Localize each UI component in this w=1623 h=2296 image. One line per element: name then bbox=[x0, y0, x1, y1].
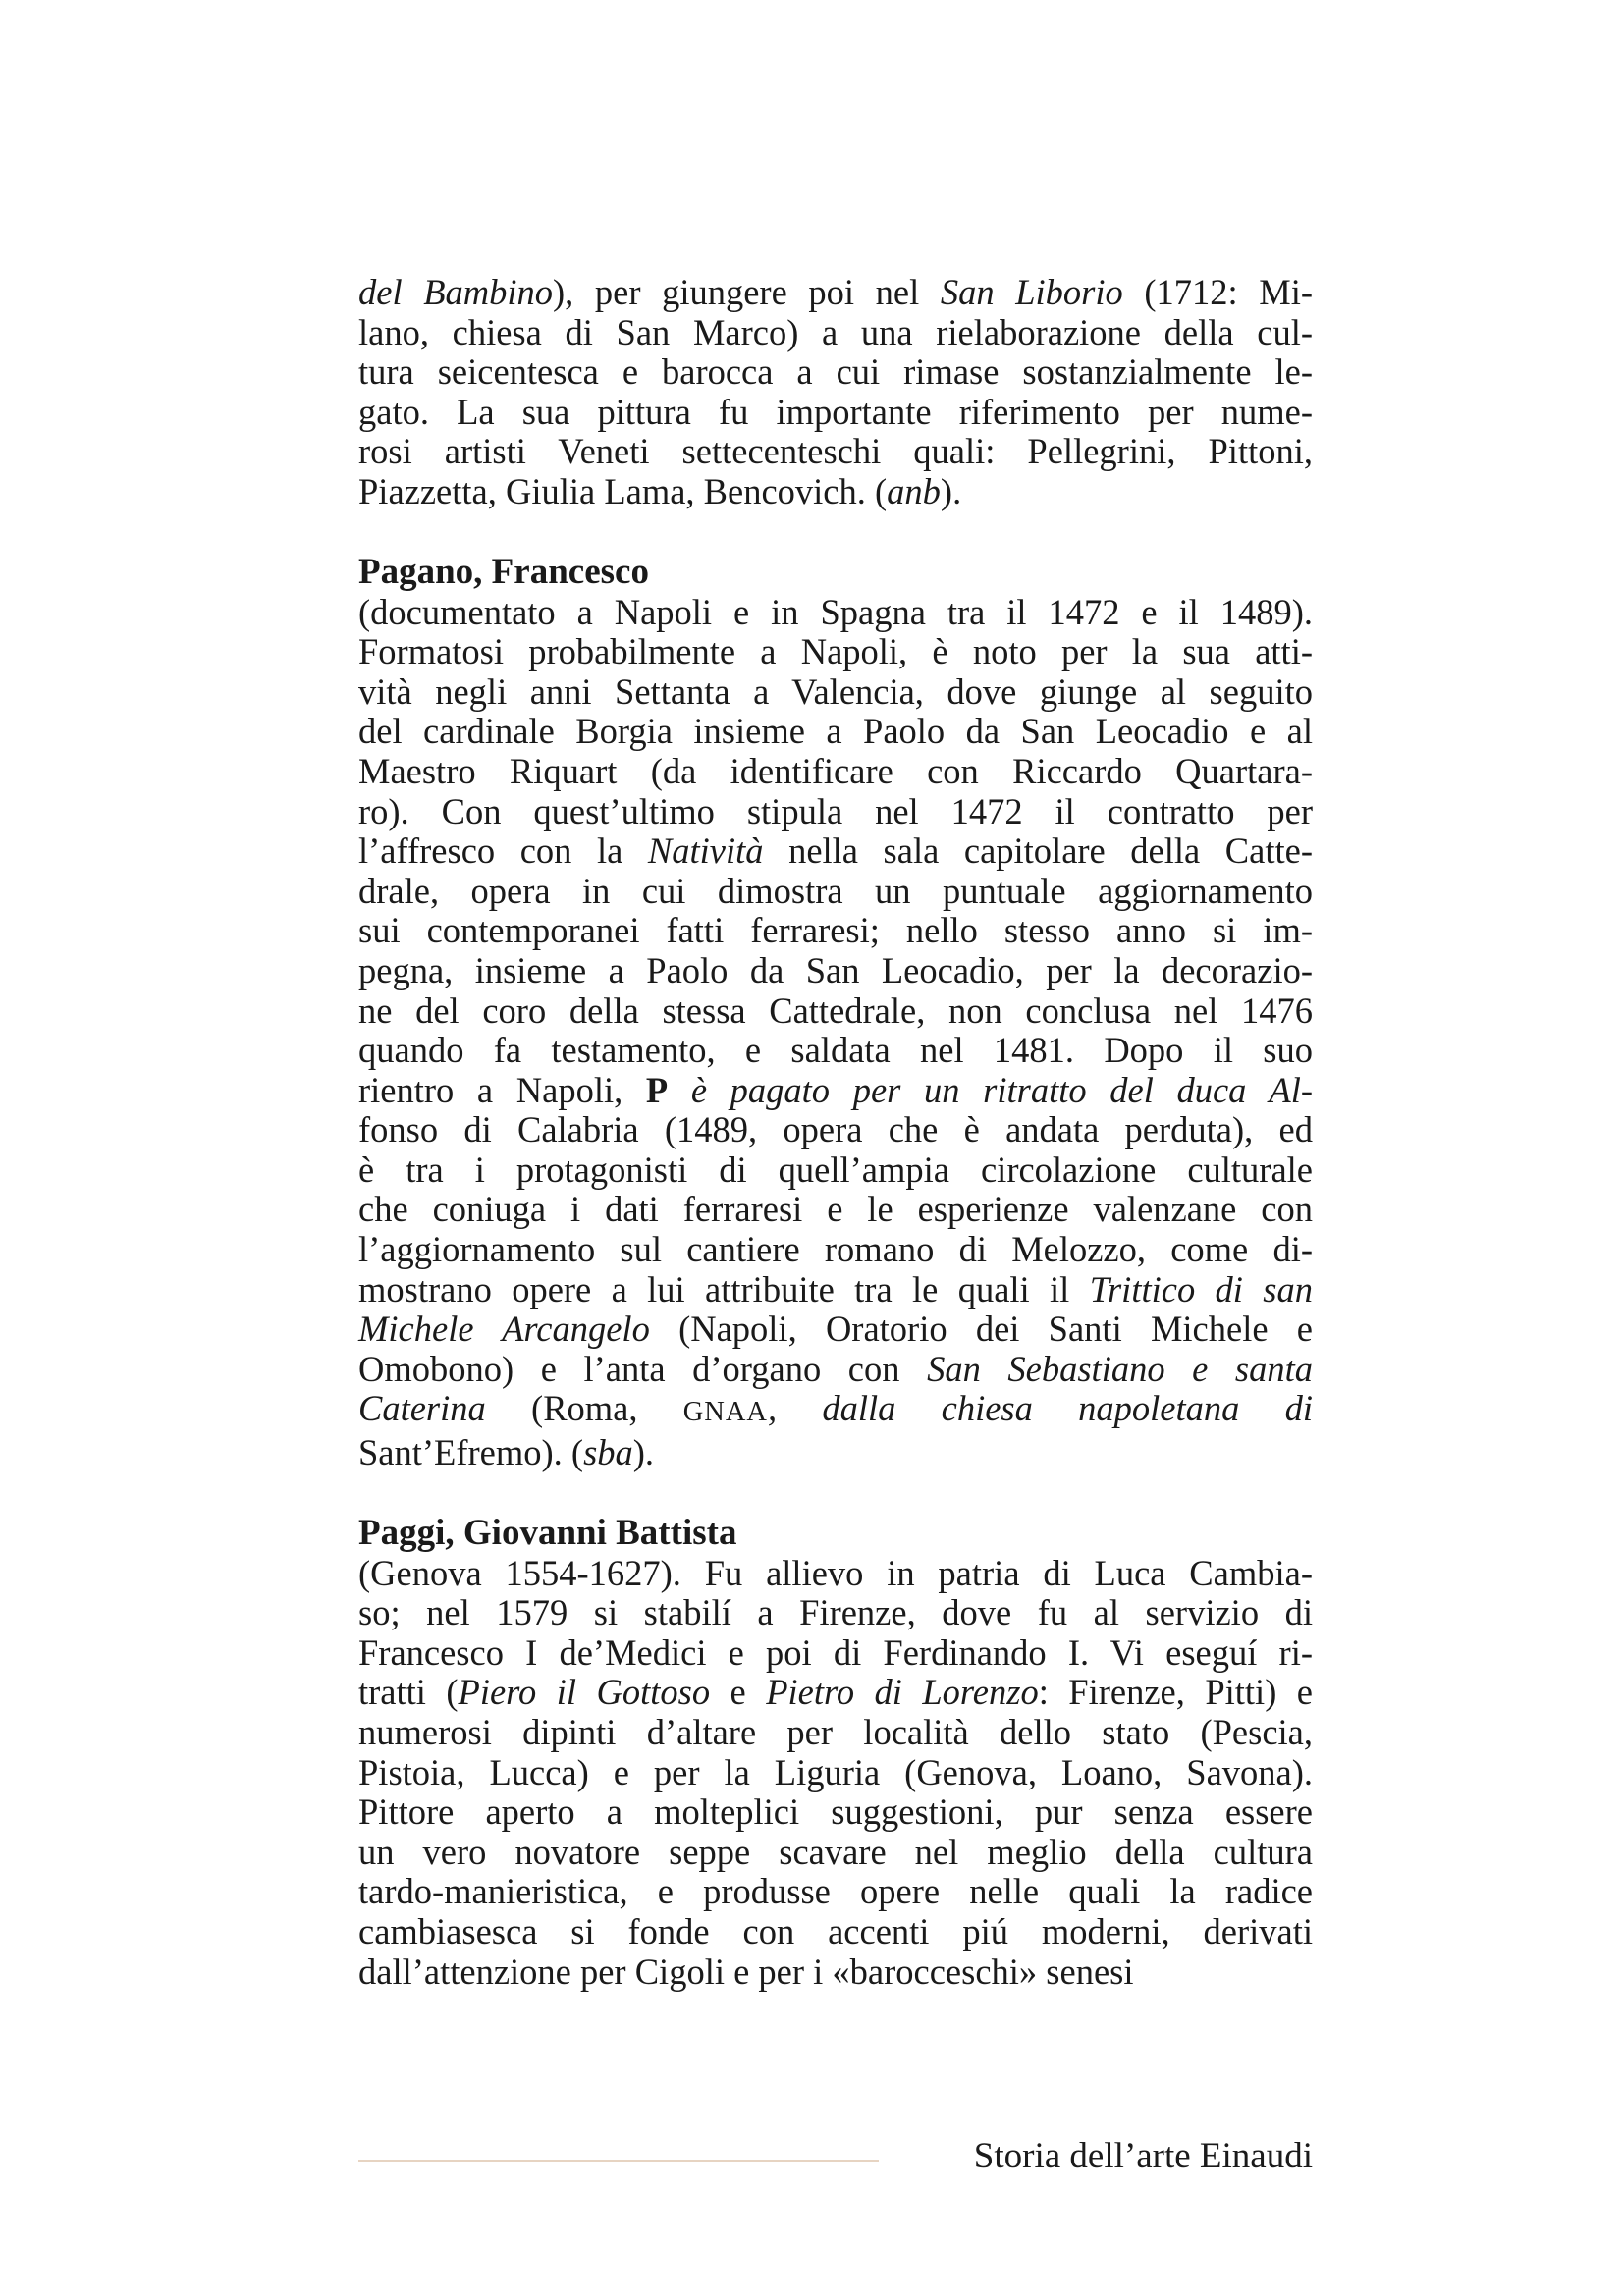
text-line bbox=[358, 1792, 1313, 1833]
text-run: ne del coro della stessa Cattedrale, non conclusa nel 1476 bbox=[358, 989, 1313, 1031]
entry-title: Pagano, Francesco bbox=[358, 551, 649, 592]
text-run: del cardinale Borgia insieme a Paolo da San Leocadio e al bbox=[358, 711, 1313, 752]
text-line bbox=[358, 991, 1313, 1032]
italic-title: Trittico di san bbox=[1089, 1268, 1313, 1309]
text-run: è tra i protagonisti di quell’ampia circolazione culturale bbox=[358, 1148, 1313, 1190]
text-line bbox=[358, 911, 1313, 951]
page-body bbox=[358, 273, 1313, 1992]
text-line bbox=[358, 1833, 1313, 1873]
text-run: Formatosi probabilmente a Napoli, è noto per la sua atti- bbox=[358, 631, 1313, 672]
text-line bbox=[358, 1150, 1313, 1191]
text-run: tratti ( bbox=[358, 1672, 459, 1713]
text-line bbox=[358, 1673, 1313, 1713]
continuation-paragraph bbox=[358, 273, 1313, 512]
text-run: Francesco I de’Medici e poi di Ferdinando I. Vi eseguí ri- bbox=[358, 1631, 1313, 1673]
text-line bbox=[358, 1753, 1313, 1793]
text-run: tardo-manieristica, e produsse opere nelle quali la radice bbox=[358, 1871, 1313, 1912]
footer-title: Storia dell’arte Einaudi bbox=[973, 2136, 1313, 2176]
text-run: Pistoia, Lucca) e per la Liguria (Genova, Loano, Savona). bbox=[358, 1751, 1313, 1792]
text-run: che coniuga i dati ferraresi e le esperienze valenzane con bbox=[358, 1189, 1313, 1230]
text-line bbox=[358, 1190, 1313, 1230]
text-line bbox=[358, 712, 1313, 752]
text-line bbox=[358, 393, 1313, 433]
text-line bbox=[358, 1270, 1313, 1310]
text-run: ro). Con quest’ultimo stipula nel 1472 il contratto per bbox=[358, 790, 1313, 831]
text-run: (1712: Mi- bbox=[1122, 272, 1313, 312]
text-run: (Napoli, Oratorio dei Santi Michele e bbox=[649, 1308, 1313, 1350]
text-run: Pittore aperto a molteplici suggestioni, pur senza essere bbox=[358, 1791, 1313, 1833]
text-line bbox=[358, 1350, 1313, 1390]
text-line bbox=[358, 1309, 1313, 1350]
text-run: lano, chiesa di San Marco) a una rielaborazione della cul- bbox=[358, 311, 1313, 352]
text-line bbox=[358, 1110, 1313, 1150]
entry-pagano bbox=[358, 552, 1313, 1473]
text-run: rosi artisti Veneti settecenteschi quali: Pellegrini, Pittoni, bbox=[358, 431, 1313, 472]
text-line bbox=[358, 872, 1313, 912]
italic-title: Natività bbox=[647, 830, 764, 872]
text-run: fonso di Calabria (1489, opera che è andata perduta), ed bbox=[358, 1109, 1313, 1150]
text-line bbox=[358, 672, 1313, 713]
italic-title: San Sebastiano e santa bbox=[927, 1348, 1314, 1389]
text-line bbox=[358, 831, 1313, 872]
text-line bbox=[358, 352, 1313, 393]
text-run: Omobono) e l’anta d’organo con bbox=[358, 1348, 928, 1389]
text-line bbox=[358, 1433, 1313, 1473]
italic-title: del Bambino bbox=[358, 272, 553, 312]
text-line bbox=[358, 1593, 1313, 1633]
italic-title: Caterina bbox=[358, 1388, 486, 1429]
text-run: nella sala capitolare della Catte- bbox=[763, 830, 1313, 872]
text-run: so; nel 1579 si stabilí a Firenze, dove fu al servizio di bbox=[358, 1592, 1313, 1633]
text-line bbox=[358, 792, 1313, 832]
text-run: l’affresco con la bbox=[358, 830, 648, 872]
italic-title: sba bbox=[583, 1432, 633, 1473]
text-run: (documentato a Napoli e in Spagna tra il 1472 e il 1489). bbox=[358, 591, 1313, 632]
text-run: numerosi dipinti d’altare per località dello stato (Pescia, bbox=[358, 1712, 1313, 1752]
text-run: un vero novatore seppe scavare nel meglio della cultura bbox=[358, 1831, 1313, 1872]
italic-title: San Liborio bbox=[940, 272, 1123, 312]
text-run: gato. La sua pittura fu importante riferimento per nume- bbox=[358, 391, 1313, 432]
text-run: ), per giungere poi nel bbox=[553, 272, 941, 312]
footer-rule bbox=[358, 2160, 879, 2162]
text-line bbox=[358, 1633, 1313, 1674]
text-run: cambiasesca si fonde con accenti piú moderni, derivati bbox=[358, 1910, 1313, 1951]
text-run: ). bbox=[632, 1432, 655, 1473]
text-line bbox=[358, 593, 1313, 633]
text-run: vità negli anni Settanta a Valencia, dove giunge al seguito bbox=[358, 670, 1313, 712]
text-run: Sant’Efremo). ( bbox=[358, 1432, 584, 1473]
text-run: rientro a Napoli, bbox=[358, 1069, 646, 1110]
text-line bbox=[358, 632, 1313, 672]
entry-paggi bbox=[358, 1513, 1313, 1993]
italic-title: è pagato per un ritratto del duca Al- bbox=[668, 1069, 1313, 1110]
italic-title: Piero il Gottoso bbox=[458, 1672, 711, 1713]
text-line bbox=[358, 1912, 1313, 1952]
text-line bbox=[358, 1071, 1313, 1111]
text-run: : Firenze, Pitti) e bbox=[1038, 1672, 1314, 1713]
text-line bbox=[358, 1952, 1313, 1993]
text-run: Maestro Riquart (da identificare con Riccardo Quartara- bbox=[358, 750, 1313, 791]
text-line bbox=[358, 1389, 1313, 1433]
text-run: quando fa testamento, e saldata nel 1481. Dopo il suo bbox=[358, 1030, 1313, 1071]
entry-body bbox=[358, 1554, 1313, 1993]
text-line bbox=[358, 432, 1313, 472]
text-line bbox=[358, 1872, 1313, 1912]
text-line bbox=[358, 1031, 1313, 1071]
text-run: Piazzetta, Giulia Lama, Bencovich. ( bbox=[358, 470, 888, 511]
text-run: (Genova 1554-1627). Fu allievo in patria di Luca Cambia- bbox=[358, 1552, 1313, 1593]
text-run: l’aggiornamento sul cantiere romano di Melozzo, come di- bbox=[358, 1229, 1313, 1270]
text-run: ). bbox=[940, 470, 962, 511]
text-line bbox=[358, 752, 1313, 792]
text-run: sui contemporanei fatti ferraresi; nello stesso anno si im- bbox=[358, 910, 1313, 951]
text-run: (Roma, bbox=[485, 1388, 683, 1429]
italic-title: Michele Arcangelo bbox=[358, 1308, 650, 1350]
text-run: e bbox=[710, 1672, 767, 1713]
italic-title: anb bbox=[887, 470, 941, 511]
italic-title: , dalla chiesa napoletana di bbox=[768, 1388, 1313, 1429]
text-line bbox=[358, 273, 1313, 313]
text-run: drale, opera in cui dimostra un puntuale aggiornamento bbox=[358, 870, 1313, 911]
entry-body bbox=[358, 593, 1313, 1473]
small-caps-abbrev: GNAA bbox=[682, 1397, 768, 1428]
bold-initial: P bbox=[645, 1069, 669, 1110]
text-run: tura seicentesca e barocca a cui rimase sostanzialmente le- bbox=[358, 351, 1313, 393]
text-run: mostrano opere a lui attribuite tra le quali il bbox=[358, 1268, 1090, 1309]
text-line bbox=[358, 472, 1313, 512]
text-line bbox=[358, 1713, 1313, 1753]
text-line bbox=[358, 951, 1313, 991]
text-run: dall’attenzione per Cigoli e per i «barocceschi» senesi bbox=[358, 1950, 1134, 1992]
text-line bbox=[358, 1230, 1313, 1270]
italic-title: Pietro di Lorenzo bbox=[766, 1672, 1039, 1713]
entry-title: Paggi, Giovanni Battista bbox=[358, 1512, 737, 1553]
text-line bbox=[358, 313, 1313, 353]
text-run: pegna, insieme a Paolo da San Leocadio, per la decorazio- bbox=[358, 949, 1313, 990]
text-line bbox=[358, 1554, 1313, 1594]
